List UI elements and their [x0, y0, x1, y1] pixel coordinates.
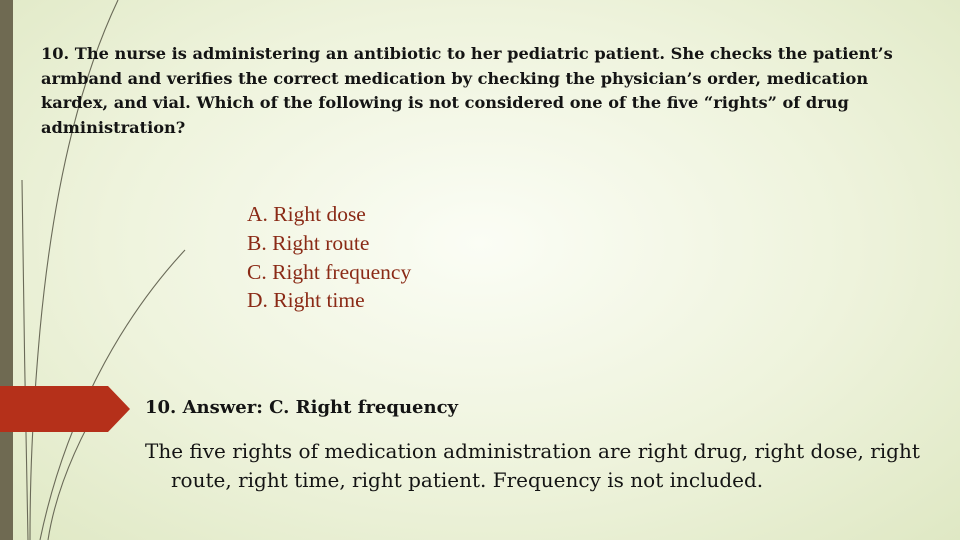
arrow-marker-icon: [0, 386, 130, 432]
answer-explanation: The five rights of medication administration are right drug, right dose, right route, right time, right patient. Frequency is not included.: [145, 439, 920, 492]
option-d: D. Right time: [247, 288, 365, 313]
option-c: C. Right frequency: [247, 259, 412, 284]
question-text: 10. The nurse is administering an antibiotic to her pediatric patient. She checks the patient’s armband and verifies the correct medication by checking the physician’s order, medication kardex, and vial. Which of the following is not considered one of the five “rights” of drug administration?: [41, 44, 893, 137]
answer-options-list: [247, 200, 411, 315]
answer-heading: 10. Answer: C. Right frequency: [145, 397, 459, 418]
option-a: A. Right dose: [247, 202, 366, 226]
option-b: B. Right route: [247, 230, 370, 255]
